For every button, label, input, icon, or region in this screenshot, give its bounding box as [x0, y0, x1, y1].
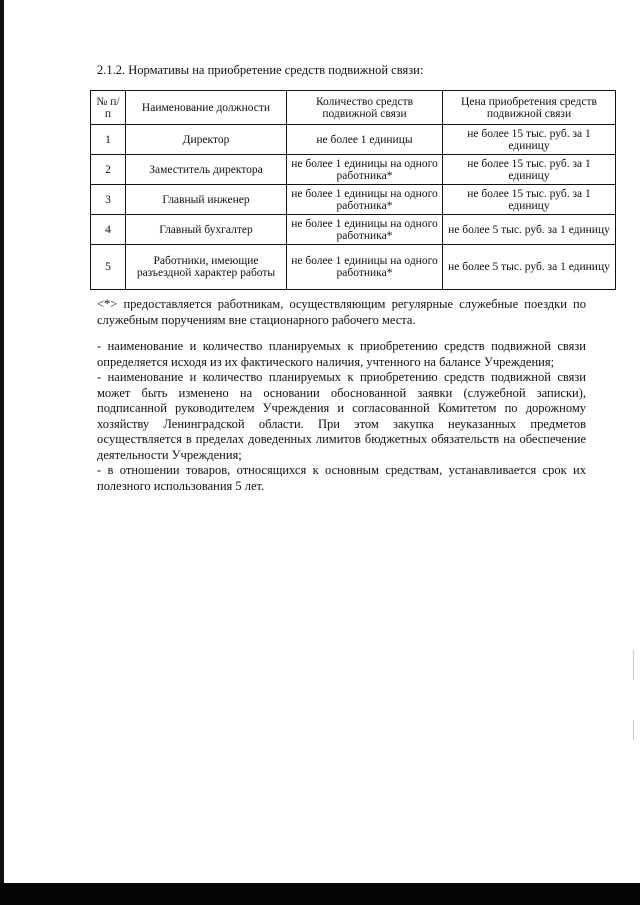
cell-number: 3: [91, 185, 126, 215]
cell-number: 2: [91, 155, 126, 185]
cell-position: Директор: [126, 125, 287, 155]
header-price: Цена приобретения средств подвижной связи: [443, 91, 616, 125]
cell-position: Работники, имеющие разъездной характер работы: [126, 245, 287, 290]
scan-left-edge: [0, 0, 4, 905]
cell-position: Главный инженер: [126, 185, 287, 215]
cell-quantity: не более 1 единицы: [287, 125, 443, 155]
rule-paragraph: - наименование и количество планируемых к приобретению средств подвижной связи определяется исходя из их фактического наличия, учтенного на балансе Учреждения;: [97, 339, 586, 369]
cell-price: не более 5 тыс. руб. за 1 единицу: [443, 245, 616, 290]
footnote: <*> предоставляется работникам, осуществляющим регулярные служебные поездки по служебным поручениям вне стационарного рабочего места.: [97, 297, 586, 327]
cell-number: 4: [91, 215, 126, 245]
table-row: [91, 215, 616, 245]
cell-position: Заместитель директора: [126, 155, 287, 185]
header-position: Наименование должности: [126, 91, 287, 125]
cell-position: Главный бухгалтер: [126, 215, 287, 245]
table-header-row: [91, 91, 616, 125]
rule-paragraph: - наименование и количество планируемых к приобретению средств подвижной связи может быть изменено на основании обоснованной заявки (служебной записки), подписанной руководителем Учреждения и согласованной Комитетом по дорожному хозяйству Ленинградской области. При этом закупка неуказанных предметов осуществляется в пределах доведенных лимитов бюджетных обязательств на обеспечение деятельности Учреждения;: [97, 370, 586, 462]
rules-list: [97, 339, 586, 494]
cell-quantity: не более 1 единицы на одного работника*: [287, 185, 443, 215]
table-row: [91, 155, 616, 185]
cell-price: не более 15 тыс. руб. за 1 единицу: [443, 155, 616, 185]
header-quantity: Количество средств подвижной связи: [287, 91, 443, 125]
cell-price: не более 5 тыс. руб. за 1 единицу: [443, 215, 616, 245]
header-number: № п/п: [91, 91, 126, 125]
rule-paragraph: - в отношении товаров, относящихся к основным средствам, устанавливается срок их полезного использования 5 лет.: [97, 463, 586, 493]
table-row: [91, 185, 616, 215]
cell-quantity: не более 1 единицы на одного работника*: [287, 155, 443, 185]
scan-mark: [633, 650, 634, 680]
table-row: [91, 245, 616, 290]
scan-bottom-edge: [0, 883, 640, 905]
cell-price: не более 15 тыс. руб. за 1 единицу: [443, 125, 616, 155]
cell-number: 1: [91, 125, 126, 155]
cell-number: 5: [91, 245, 126, 290]
cell-quantity: не более 1 единицы на одного работника*: [287, 215, 443, 245]
section-heading: 2.1.2. Нормативы на приобретение средств подвижной связи:: [97, 63, 424, 77]
table-row: [91, 125, 616, 155]
norms-table: [90, 90, 616, 290]
scan-mark: [633, 720, 634, 740]
cell-quantity: не более 1 единицы на одного работника*: [287, 245, 443, 290]
cell-price: не более 15 тыс. руб. за 1 единицу: [443, 185, 616, 215]
